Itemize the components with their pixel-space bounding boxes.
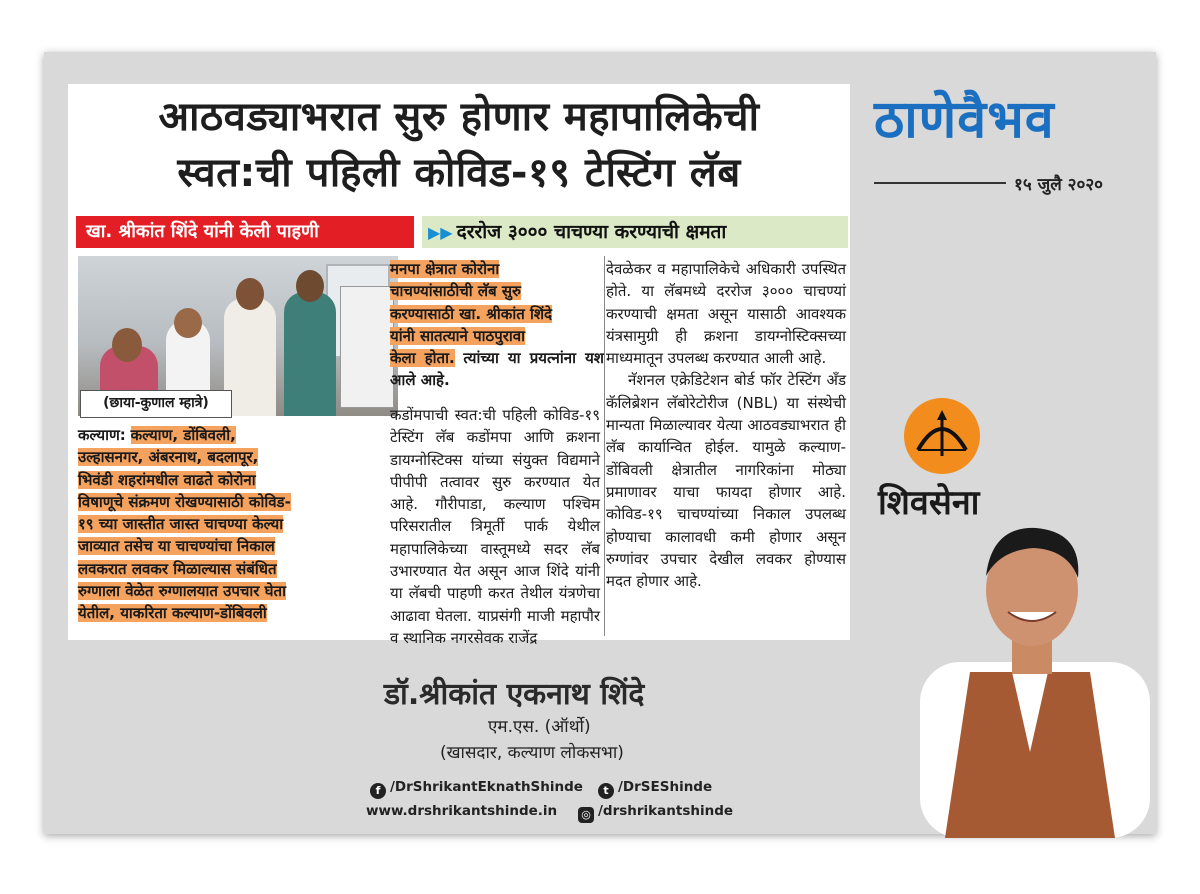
party-name: शिवसेना [878, 483, 980, 523]
website-link[interactable]: www.drshrikantshinde.in [366, 803, 558, 819]
article-column-middle [390, 404, 600, 649]
newspaper-clipping [68, 84, 850, 647]
highlight-line: येतील, याकरिता कल्याण-डोंबिवली [78, 604, 267, 623]
subhead-right-text: दररोज ३००० चाचण्या करण्याची क्षमता [456, 221, 727, 243]
column-divider [604, 256, 605, 636]
headline-line-2: स्वत:ची पहिली कोविड-१९ टेस्टिंग लॅब [177, 150, 741, 196]
double-arrow-icon: ▶▶ [428, 223, 453, 242]
highlight-line: कल्याण, डोंबिवली, [130, 426, 236, 444]
instagram-link[interactable]: ◎ /drshrikantshinde [578, 802, 733, 823]
politician-degree: एम.एस. (ऑर्थो) [488, 717, 591, 737]
highlight-line: यांनी सातत्याने पाठपुरावा [390, 326, 525, 345]
article-column-right [606, 258, 846, 592]
photo-caption: (छाया-कुणाल म्हात्रे) [80, 390, 232, 418]
headline-line-1: आठवड्याभरात सुरु होणार महापालिकेची [158, 94, 760, 140]
highlight-line: करण्यासाठी खा. श्रीकांत शिंदे [390, 304, 553, 323]
shivsena-logo-icon [904, 398, 980, 474]
article-paragraph: कडोंमपाची स्वत:ची पहिली कोविड-१९ टेस्टिंग लॅब कडोंमपा आणि क्रशना डायग्नोस्टिक्स यांच्या संयुक्त विद्यमाने पीपीपी तत्वावर सुरु करण्यात येत आहे. गौरीपाडा, कल्याण पश्चिम परिसरातील त्रिमूर्ती पार्क येथील महापालिकेच्या वास्तूमध्ये सदर लॅब उभारण्यात येत असून आज शिंदे यांनी या लॅबची पाहणी करत तेथील यंत्रणेचा आढावा घेतला. याप्रसंगी माजी महापौर व स्थानिक नगरसेवक राजेंद्र [390, 406, 600, 647]
publication-date: १५ जुलै २०२० [1014, 175, 1104, 195]
twitter-icon: t [598, 783, 614, 799]
politician-post: (खासदार, कल्याण लोकसभा) [440, 743, 624, 763]
highlight-line: लवकरात लवकर मिळाल्यास संबंधित [78, 559, 277, 578]
newspaper-masthead: ठाणेवैभव [874, 90, 1055, 150]
highlight-line: चाचण्यांसाठीची लॅब सुरु [390, 282, 521, 301]
subhead-left: खा. श्रीकांत शिंदे यांनी केली पाहणी [76, 216, 414, 248]
highlight-line: रुग्णाला वेळेत रुग्णालयात उपचार घेता [78, 582, 286, 601]
highlight-line: मनपा क्षेत्रात कोरोना [390, 260, 500, 278]
highlight-line: उल्हासनगर, अंबरनाथ, बदलापूर, [78, 448, 259, 467]
highlight-line: केला होता. [390, 349, 455, 368]
twitter-link[interactable]: t /DrSEShinde [598, 778, 712, 799]
article-column-intro [390, 258, 604, 392]
article-paragraph: नॅशनल एक्रेडिटेशन बोर्ड फॉर टेस्टिंग अँड कॅलिब्रेशन लॅबोरेटोरीज (NBL) या संस्थेची मान्यता मिळाल्यावर येत्या आठवड्याभरात ही लॅब कार्यान्वित होईल. यामुळे कल्याण-डोंबिवली क्षेत्रातील नागरिकांना मोठ्या प्रमाणावर याचा फायदा होणार आहे. कोविड-१९ चाचण्यांच्या निकाल उपलब्ध होण्याचा कालावधी कमी होणार असून रुग्णांवर उपचार देखील लवकर होण्यास मदत होणार आहे. [606, 371, 846, 591]
highlight-line: जाव्यात तसेच या चाचण्यांचा निकाल [78, 537, 275, 556]
newspaper-date [874, 172, 1138, 194]
highlight-line: भिवंडी शहरांमधील वाढते कोरोना [78, 470, 256, 489]
politician-portrait [900, 512, 1160, 838]
instagram-icon: ◎ [578, 807, 594, 823]
highlight-line: विषाणूचे संक्रमण रोखण्यासाठी कोविड- [78, 492, 291, 511]
article-column-left [78, 424, 332, 625]
facebook-link[interactable]: f /DrShrikantEknathShinde [370, 778, 583, 799]
politician-name: डॉ.श्रीकांत एकनाथ शिंदे [384, 677, 645, 712]
facebook-icon: f [370, 783, 386, 799]
subhead-right [422, 216, 848, 248]
article-paragraph: देवळेकर व महापालिकेचे अधिकारी उपस्थित होते. या लॅबमध्ये दररोज ३००० चाचण्यां करण्याची क्षमता असून यासाठी आवश्यक यंत्रसामुग्री ही क्रशना डायग्नोस्टिक्सच्या माध्यमातून उपलब्ध करण्यात आली आहे. [606, 260, 846, 368]
intro-tail: त्यांच्या या प्रयत्नांना यश आले आहे. [390, 349, 605, 390]
dateline-place: कल्याण: [78, 426, 126, 444]
highlight-line: १९ च्या जास्तीत जास्त चाचण्या केल्या [78, 515, 284, 534]
